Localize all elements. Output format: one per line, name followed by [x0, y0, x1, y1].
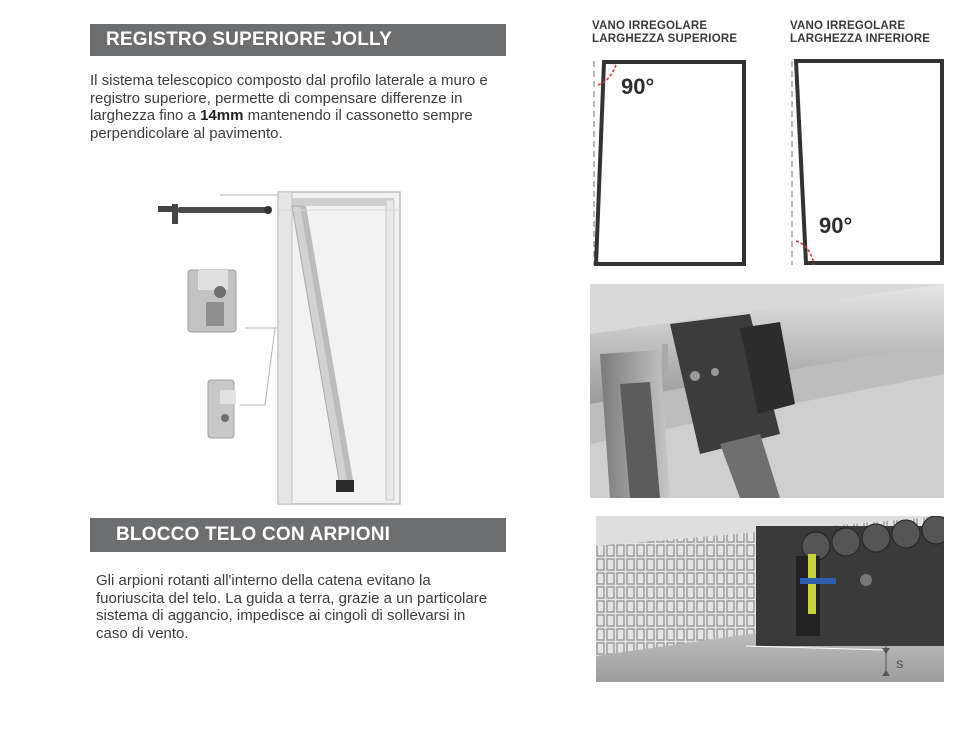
highlight-value: 14mm	[200, 107, 244, 124]
product-illustration-jolly	[150, 180, 410, 510]
profile-detail-photo	[590, 284, 944, 498]
section-header-registro	[90, 24, 506, 56]
diagram-label-upper: VANO IRREGOLARE LARGHEZZA SUPERIORE	[592, 20, 738, 45]
clip-image	[208, 380, 236, 438]
chain-detail-photo	[596, 516, 944, 682]
diagram-lower-width	[788, 55, 948, 270]
bracket-image	[188, 270, 236, 332]
angle-label-upper: 90°	[621, 74, 655, 99]
frame-image	[278, 192, 400, 504]
section-description: Il sistema telescopico composto dal profilo laterale a muro e registro superiore, permette di compensare differenze in larghezza fino a 14mm mantenendo il cassonetto sempre perpendicolare al pavimento.	[90, 72, 488, 142]
diagram-upper-width	[590, 55, 750, 270]
section-description: Gli arpioni rotanti all'interno della catena evitano la fuoriuscita del telo. La guida a terra, grazie a un particolare sistema di aggancio, impedisce ai cingoli di sollevarsi in caso di vento.	[96, 572, 488, 642]
diagram-label-lower: VANO IRREGOLARE LARGHEZZA INFERIORE	[790, 20, 931, 45]
section-header-blocco	[90, 518, 506, 552]
telescopic-rod-image	[158, 204, 272, 224]
section-title: REGISTRO SUPERIORE JOLLY	[106, 29, 392, 50]
dimension-label: S	[896, 659, 904, 671]
section-title: BLOCCO TELO CON ARPIONI	[116, 524, 391, 545]
angle-label-lower: 90°	[819, 213, 853, 238]
